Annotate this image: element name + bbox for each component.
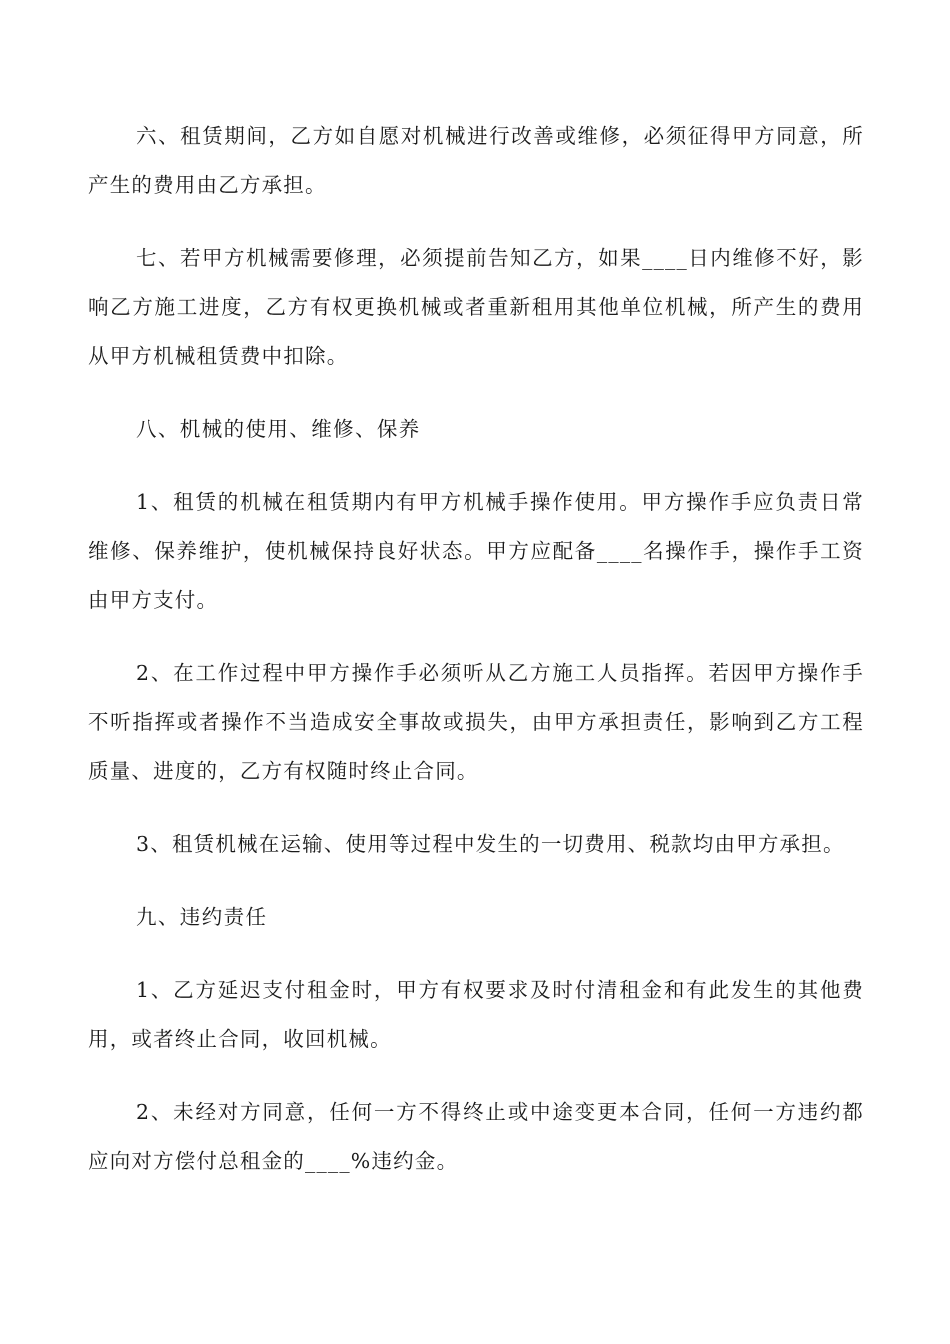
paragraph-eight-2-command: 2、在工作过程中甲方操作手必须听从乙方施工人员指挥。若因甲方操作手不听指挥或者操作不当造成安全事故或损失，由甲方承担责任，影响到乙方工程质量、进度的，乙方有权随时终止合同。 <box>88 661 864 783</box>
paragraph-six-lease-improvement: 六、租赁期间，乙方如自愿对机械进行改善或维修，必须征得甲方同意，所产生的费用由乙方承担。 <box>88 124 864 197</box>
paragraph-eight-1-operation: 1、租赁的机械在租赁期内有甲方机械手操作使用。甲方操作手应负责日常维修、保养维护，使机械保持良好状态。甲方应配备____名操作手，操作手工资由甲方支付。 <box>88 490 864 612</box>
section-heading-eight: 八、机械的使用、维修、保养 <box>136 417 421 441</box>
paragraph-seven-machine-repair: 七、若甲方机械需要修理，必须提前告知乙方，如果____日内维修不好，影响乙方施工进度，乙方有权更换机械或者重新租用其他单位机械，所产生的费用从甲方机械租赁费中扣除。 <box>88 246 864 368</box>
paragraph-eight-3-costs: 3、租赁机械在运输、使用等过程中发生的一切费用、税款均由甲方承担。 <box>136 832 845 856</box>
paragraph-nine-2-breach: 2、未经对方同意，任何一方不得终止或中途变更本合同，任何一方违约都应向对方偿付总租金的____%违约金。 <box>88 1100 864 1173</box>
paragraph-nine-1-late-payment: 1、乙方延迟支付租金时，甲方有权要求及时付清租金和有此发生的其他费用，或者终止合同，收回机械。 <box>88 978 864 1051</box>
section-heading-nine: 九、违约责任 <box>136 905 268 929</box>
